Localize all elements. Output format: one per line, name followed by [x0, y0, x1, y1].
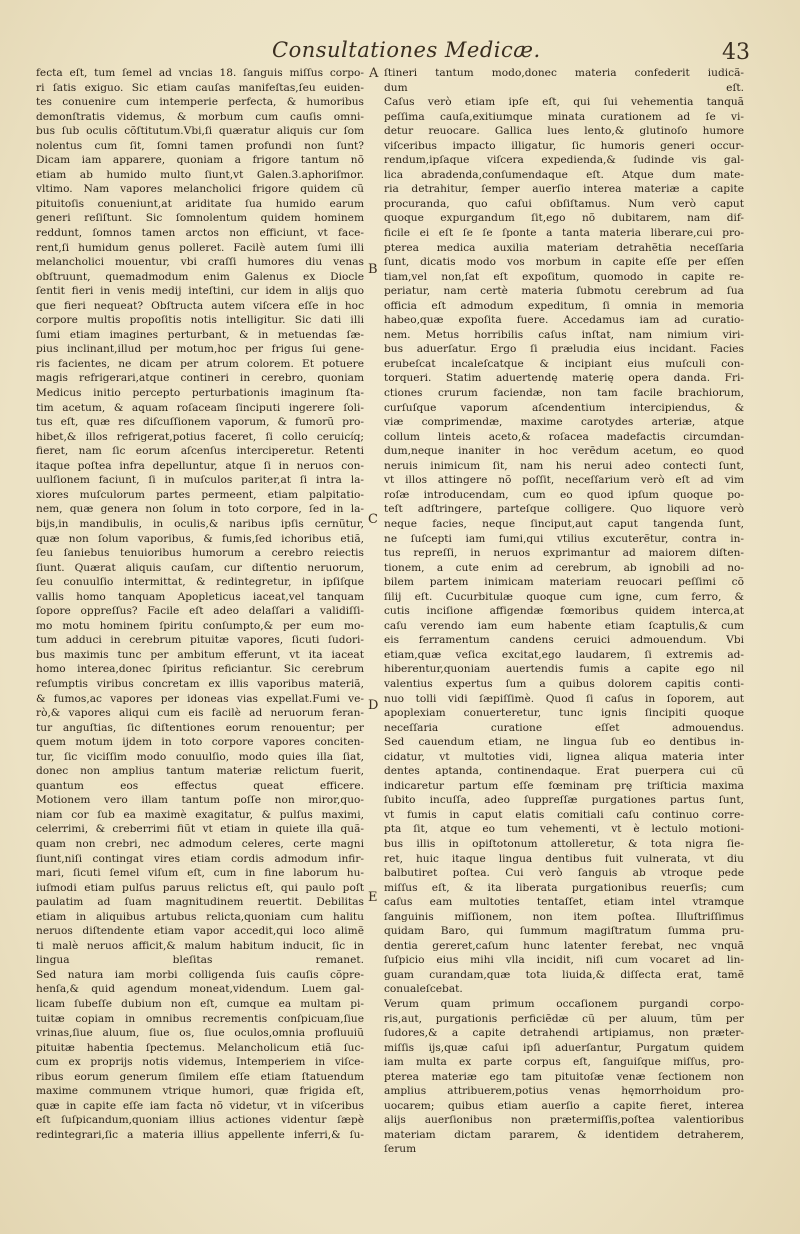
left-column-line: reddunt, ſomnos tamen arctos non efficiunt, vt face- [36, 227, 364, 240]
right-column-line: vt illos attingere nõ poſſit, neceſſarium verò eſt ad vim [384, 474, 744, 487]
right-column-line: bus aduerſatur. Ergo ſi præludia eius incidant. Facies [384, 343, 744, 356]
right-column-line: bilem partem inimicam materiam reuocari peſſimi cõ [384, 576, 744, 589]
right-column-line: indicaretur partum eſſe fœminam prę triſticia maxima [384, 779, 744, 792]
margin-marker-a: A [369, 66, 379, 81]
left-column-line: ſumi etiam imagines perturbant, & in metuendas ſæ- [36, 328, 364, 341]
left-column-line: nem, quæ genera non ſolum in toto corpore, ſed in la- [36, 503, 364, 516]
margin-marker-d: D [368, 698, 379, 713]
right-column-line: tus repreſſi, in neruos exprimantur ad maiorem diſten- [384, 547, 744, 560]
right-column-line: caſus eam multoties tentaſſet, etiam intel vtramque [384, 896, 744, 909]
left-column-line: tur anguſtias, ſic diſtentiones eorum renouentur; per [36, 721, 364, 734]
left-column-line: quem motum ijdem in toto corpore vapores conciten- [36, 736, 364, 749]
left-column-line: quantum eos effectus queat efficere. [36, 779, 364, 792]
left-column-line: pituitoſis conueniunt,at ariditate ſua humido earum [36, 197, 364, 210]
left-column-line: tus eſt, quæ res diſcuſſionem vaporum, & fumorũ pro- [36, 416, 364, 429]
right-column-line: ſunt, dicatis modo vos morbum in capite eſſe per eſſen [384, 256, 744, 269]
right-column-line: ris,aut, purgationis perficiẽdæ cũ per aluum, tũm per [384, 1012, 744, 1025]
left-column-line: vltimo. Nam vapores melancholici frigore quidem cũ [36, 183, 364, 196]
left-column-line: etiam in aliquibus artubus relicta,quoniam cum halitu [36, 910, 364, 923]
right-column-line: curſuſque vaporum aſcendentium intercipiendus, & [384, 401, 744, 414]
right-column-line: ficile ei eſt ſe ſe ſponte a tanta materia liberare,cui pro- [384, 227, 744, 240]
left-column-line: tuitæ copiam in omnibus recrementis conſpicuam,ſiue [36, 1012, 364, 1025]
right-column-line: miſſus eſt, & ita liberata purgationibus reuerſis; cum [384, 881, 744, 894]
right-column-line: dentia gereret,caſum hunc latenter ferebat, nec vnquã [384, 939, 744, 952]
left-column-line: melancholici mouentur, vbi craſſi humores diu venas [36, 256, 364, 269]
right-column-line: ſudores,& a capite detrahendi artipiamus, non præter- [384, 1027, 744, 1040]
right-column-line: teſt adſtringere, parteſque colligere. Quo liquore verò [384, 503, 744, 516]
left-column-line: tum adduci in cerebrum pituitæ vapores, ſicuti ſudori- [36, 634, 364, 647]
left-column-line: ris facientes, ne dicam per atrum colorem. Et potuere [36, 357, 364, 370]
left-column-line: bijs,in mandibulis, in oculis,& naribus ipſis cernũtur, [36, 517, 364, 530]
left-column-line: donec non amplius tantum materiæ relictum fuerit, [36, 765, 364, 778]
right-column-line: ctiones crurum faciendæ, non tam facile brachiorum, [384, 387, 744, 400]
right-column-line: amplius attribuerem,potius venas hęmorrhoidum pro- [384, 1085, 744, 1098]
left-column-line: hibet,& illos refrigerat,potius faceret, ſi collo ceruicíq; [36, 430, 364, 443]
left-column-line: lingua bleſitas remanet. [36, 954, 364, 967]
left-column-line: Dicam iam apparere, quoniam a frigore tantum nõ [36, 154, 364, 167]
right-column-line: periatur, nam certè materia ſubmotu cerebrum ad ſua [384, 285, 744, 298]
left-column-line: ribus eorum generum ſimilem eſſe etiam ſtatuendum [36, 1070, 364, 1083]
right-column-line: torqueri. Statim aduertendę materię opera danda. Fri- [384, 372, 744, 385]
right-column-line: conualeſcebat. [384, 983, 463, 996]
right-column-line: quoque expurgandum ſit,ego nõ dubitarem, nam dif- [384, 212, 744, 225]
left-column-line: ſeu conuulſio intermittat, & redintegretur, in ipſiſque [36, 576, 364, 589]
right-column-line: erubeſcat incaleſcatque & incipiant eius muſculi con- [384, 357, 744, 370]
right-column-line: Caſus verò etiam ipſe eſt, qui ſui vehementia tanquã [384, 96, 744, 109]
right-column-line: collum linteis aceto,& roſacea madefactis circumdan- [384, 430, 744, 443]
left-column-line: & fumos,ac vapores per idoneas vias expellat.Fumi ve- [36, 692, 364, 705]
left-column-line: vrinas,ſiue aluum, ſiue os, ſiue oculos,omnia profluuiũ [36, 1027, 364, 1040]
left-column-line: mari, ſicuti ſemel viſum eſt, cum in fine laborum hu- [36, 867, 364, 880]
margin-marker-c: C [368, 512, 378, 527]
right-column-line: iam multa ex parte corpus eſt, ſanguiſque miſſus, pro- [384, 1056, 744, 1069]
right-column-line: ſerum [384, 1143, 417, 1156]
left-column-line: tim acetum, & aquam roſaceam ſinciputi ingerere ſoli- [36, 401, 364, 414]
left-column-line: Motionem vero illam tantum poſſe non miror,quo- [36, 794, 364, 807]
right-column-line: dum eſt. [384, 81, 744, 94]
left-column-line: rent,ſi humidum genus polleret. Facilè autem ſumi illi [36, 241, 364, 254]
left-column-line: ti malè neruos afficit,& malum habitum inducit, ſic in [36, 939, 364, 952]
left-column-line: fecta eſt, tum ſemel ad vncias 18. ſanguis miſſus corpo- [36, 67, 364, 79]
right-column-line: bus illis in opiſtotonum attolleretur, & tota nigra ſie- [384, 837, 744, 850]
right-column-line: vt fumis in caput elatis comitiali caſu continuo corre- [384, 808, 744, 821]
left-column-line: nolentus cum ſit, ſomni tamen profundi non ſunt? [36, 139, 364, 152]
right-column-line: ſtineri tantum modo,donec materia confederit iudicã- [384, 67, 744, 79]
right-column-line: guam curandam,quæ tota liuida,& diſſecta erat, tamẽ [384, 968, 744, 981]
right-text-column [384, 66, 744, 1157]
left-column-line: rò,& vapores aliqui cum eis facilè ad neruorum feran- [36, 707, 364, 720]
left-column-line: magis refrigerari,atque contineri in cerebro, quoniam [36, 372, 364, 385]
page-number: 43 [722, 40, 750, 65]
left-column-line: ſiunt. Quærat aliquis cauſam, cur diſtentio neruorum, [36, 561, 364, 574]
left-column-line: cum ex proprijs notis videmus, Intemperiem in viſce- [36, 1056, 364, 1069]
right-column-line: caſu verendo iam eum habente etiam ſcaptulis,& cum [384, 619, 744, 632]
right-column-line: tiam,vel non,ſat eſt expoſitum, quomodo in capite re- [384, 270, 744, 283]
right-column-line: cutis inciſione affigendæ fœmoribus quidem interca,at [384, 605, 744, 618]
right-column-line: miſſis ijs,quæ caſui ipſi aduerſantur, Purgatum quidem [384, 1041, 744, 1054]
right-column-line: cidatur, vt multoties vidi, lignea aliqua materia inter [384, 750, 744, 763]
right-column-line: valentius expertus ſum a quibus dolorem capitis conti- [384, 677, 744, 690]
left-column-line: quæ in capite eſſe iam facta nõ videtur, vt in viſceribus [36, 1099, 364, 1112]
right-column-line: eis ferramentum candens ceruici admouendum. Vbi [384, 634, 744, 647]
left-column-line: bus maximis tunc per ambitum efferunt, vt ita iaceat [36, 648, 364, 661]
left-column-line: generi reſiſtunt. Sic ſomnolentum quidem hominem [36, 212, 364, 225]
right-column-line: ne ſuſcepti iam fumi,qui vtilius excuterẽtur, contra in- [384, 532, 744, 545]
left-column-line: tur, ſic viciſſim modo conuulſio, modo quies illa ſiat, [36, 750, 364, 763]
right-column-line: uocarem; quibus etiam auerſio a capite fieret, interea [384, 1099, 744, 1112]
left-column-line: demonſtratis videmus, & morbum cum cauſis omni- [36, 110, 364, 123]
right-column-line: pta ſit, atque eo tum vehementi, vt è lectulo motioni- [384, 823, 744, 836]
left-column-line: redintegrari,ſic a materia illius appellente inferri,& ſu- [36, 1128, 364, 1141]
right-column-line: neruis inimicum ſit, nam his nerui adeo contecti ſunt, [384, 459, 744, 472]
left-column-line: corpore multis propoſitis notis intelligitur. Sic dati illi [36, 314, 364, 327]
right-column-line: apoplexiam conuerteretur, tunc ignis ſincipiti quoque [384, 707, 744, 720]
left-column-line: pius inclinant,illud per motum,hoc per frigus ſui gene- [36, 343, 364, 356]
right-column-line: lica abradenda,conſumendaque eſt. Atque dum mate- [384, 168, 744, 181]
left-column-line: itaque poſtea infra depelluntur, atque ſi in neruos con- [36, 459, 364, 472]
running-title: Consultationes Medicæ. [272, 38, 541, 62]
left-column-line: que fieri nequeat? Obſtructa autem viſcera eſſe in hoc [36, 299, 364, 312]
left-column-line: iuſmodi etiam pulſus paruus relictus eſt, qui paulo poſt [36, 881, 364, 894]
right-column-line: pterea medica auxilia materiam detrahẽtia neceſſaria [384, 241, 744, 254]
left-column-line: eſt ſuſpicandum,quoniam illius actiones videntur ſæpè [36, 1114, 364, 1127]
left-column-line: Sed natura iam morbi colligenda ſuis cauſis cõpre- [36, 968, 364, 981]
right-column-line: dentes aptanda, continendaque. Erat puerpera cui cũ [384, 765, 744, 778]
right-column-line: officia eſt admodum expeditum, ſi omnia in memoria [384, 299, 744, 312]
right-column-line: alijs auerſionibus non prætermiſſis,poſtea valentioribus [384, 1114, 744, 1127]
left-column-line: ſeu ſaniebus tenuioribus humorum a cerebro reiectis [36, 547, 364, 560]
right-column-line: detur reuocare. Gallica lues lento,& glutinoſo humore [384, 125, 744, 138]
right-column-line: ſilij eſt. Cucurbitulæ quoque cum igne, cum ferro, & [384, 590, 744, 603]
left-column-line: licam ſubeſſe dubium non eſt, cumque ea multam pi- [36, 998, 364, 1010]
right-column-line: ſanguinis miſſionem, non item poſtea. Illuſtriſſimus [384, 910, 744, 923]
right-column-line: habeo,quæ expoſita fuere. Accedamus iam ad curatio- [384, 314, 744, 327]
right-column-line: rendum,ipſaque viſcera expedienda,& ſudinde vis gal- [384, 154, 744, 167]
right-column-line: materiam dictam pararem, & identidem detraherem, [384, 1128, 744, 1141]
right-column-line: ſuſpicio eius mihi vlla incidit, niſi cum vocaret ad lin- [384, 954, 744, 967]
right-column-line: balbutiret poſtea. Cui verò ſanguis ab vtroque pede [384, 867, 744, 880]
right-column-line: dum,neque inaniter in hoc verẽdum acetum, eo quod [384, 445, 744, 458]
left-column-line: reſumptis viribus concretam ex illis vaporibus materiã, [36, 677, 364, 690]
right-column-line: Verum quam primum occaſionem purgandi corpo- [384, 998, 744, 1010]
left-column-line: ſentit fieri in venis medij inteſtini, cur idem in alijs quo [36, 285, 364, 298]
left-column-line: fieret, nam ſic eorum aſcenſus interciperetur. Retenti [36, 445, 364, 458]
left-column-line: obſtruunt, quemadmodum enim Galenus ex Diocle [36, 270, 364, 283]
right-column-line: nuo tolli vidi ſæpiſſimè. Quod ſi caſus in ſoporem, aut [384, 692, 744, 705]
right-column-line: viæ comprimendæ, maxime carotydes arteriæ, atque [384, 416, 744, 429]
right-column-line: hiberentur,quoniam auertendis fumis a capite ego nil [384, 663, 744, 676]
right-column-line: roſæ introducendam, cum eo quod ipſum quoque po- [384, 488, 744, 501]
left-column-line: Medicus initio percepto perturbationis imaginum ſta- [36, 387, 364, 400]
left-column-line: mo motu hominem ſpiritu conſumpto,& per eum mo- [36, 619, 364, 632]
right-column-line: nem. Metus horribilis caſus inſtat, nam nimium viri- [384, 328, 744, 341]
right-column-line: neceſſaria curatione eſſet admouendus. [384, 721, 744, 734]
left-column-line: xiores muſculorum partes permeent, etiam palpitatio- [36, 488, 364, 501]
right-column-line: pterea materiæ ego tam pituitoſæ venæ ſectionem non [384, 1070, 744, 1083]
right-column-line: tionem, a cute enim ad cerebrum, ab ignobili ad no- [384, 561, 744, 574]
left-column-line: etiam ab humido multo ſiunt,vt Galen.3.aphoriſmor. [36, 168, 364, 181]
right-column-line: neque facies, neque ſinciput,aut caput tangenda ſunt, [384, 517, 744, 530]
right-column-line: ſubito incuſſa, adeo ſuppreſſæ purgationes partus ſunt, [384, 794, 744, 807]
margin-marker-e: E [368, 890, 378, 905]
right-column-line: ret, huic itaque lingua dentibus fuit vulnerata, vt diu [384, 852, 744, 865]
left-column-line: ſiunt,niſi contingat vires etiam cordis admodum infir- [36, 852, 364, 865]
left-column-line: celerrimi, & creberrimi fiũt vt etiam in quiete illa quã- [36, 823, 364, 836]
right-column-line: quidam Baro, qui ſummum magiſtratum ſumma pru- [384, 925, 744, 938]
left-column-line: paulatim ad ſuam magnitudinem reuertit. Debilitas [36, 896, 364, 909]
left-text-column [36, 66, 364, 1142]
right-column-line: etiam,quæ veſica excitat,ego laudarem, ſi extremis ad- [384, 648, 744, 661]
left-column-line: bus ſub oculis cõſtitutum.Vbi,ſi quæratur aliquis cur ſom [36, 125, 364, 138]
right-column-line: ria detrahitur, ſemper auerſio interea materiæ a capite [384, 183, 744, 196]
left-column-line: ſopore oppreſſus? Facile eſt adeo delaſſari a validiſſi- [36, 605, 364, 618]
left-column-line: neruos diſtendente etiam vapor accedit,qui loco alimẽ [36, 925, 364, 938]
right-column-line: procuranda, quo caſui obſiſtamus. Num verò caput [384, 197, 744, 210]
margin-marker-b: B [368, 262, 378, 277]
left-column-line: niam cor ſub ea maximè exagitatur, & pulſus maximi, [36, 808, 364, 821]
left-column-line: vallis homo tanquam Apopleticus iaceat,vel tanquam [36, 590, 364, 603]
left-column-line: pituitæ habentia ſpectemus. Melancholicum etiã ſuc- [36, 1041, 364, 1054]
right-column-line: Sed cauendum etiam, ne lingua ſub eo dentibus in- [384, 736, 744, 749]
left-column-line: homo interea,donec ſpiritus reficiantur. Sic cerebrum [36, 663, 364, 676]
left-column-line: quæ non ſolum vaporibus, & fumis,ſed ichoribus etiã, [36, 532, 364, 545]
left-column-line: uulſionem faciunt, ſi in muſculos pariter,at ſi intra la- [36, 474, 364, 487]
left-column-line: quam non crebri, nec admodum celeres, certe magni [36, 837, 364, 850]
left-column-line: ri ſatis exiguo. Sic etiam cauſas manifeſtas,ſeu euiden- [36, 81, 364, 94]
right-column-line: peſſima cauſa,exitiumque minata curationem ad ſe vi- [384, 110, 744, 123]
right-column-line: viſceribus impacto illigatur, ſic humoris generi occur- [384, 139, 744, 152]
left-column-line: henſa,& quid agendum moneat,videndum. Luem gal- [36, 983, 364, 996]
left-column-line: maxime communem vtrique humori, quæ frigida eſt, [36, 1085, 364, 1098]
left-column-line: tes conuenire cum intemperie perfecta, & humoribus [36, 96, 364, 109]
